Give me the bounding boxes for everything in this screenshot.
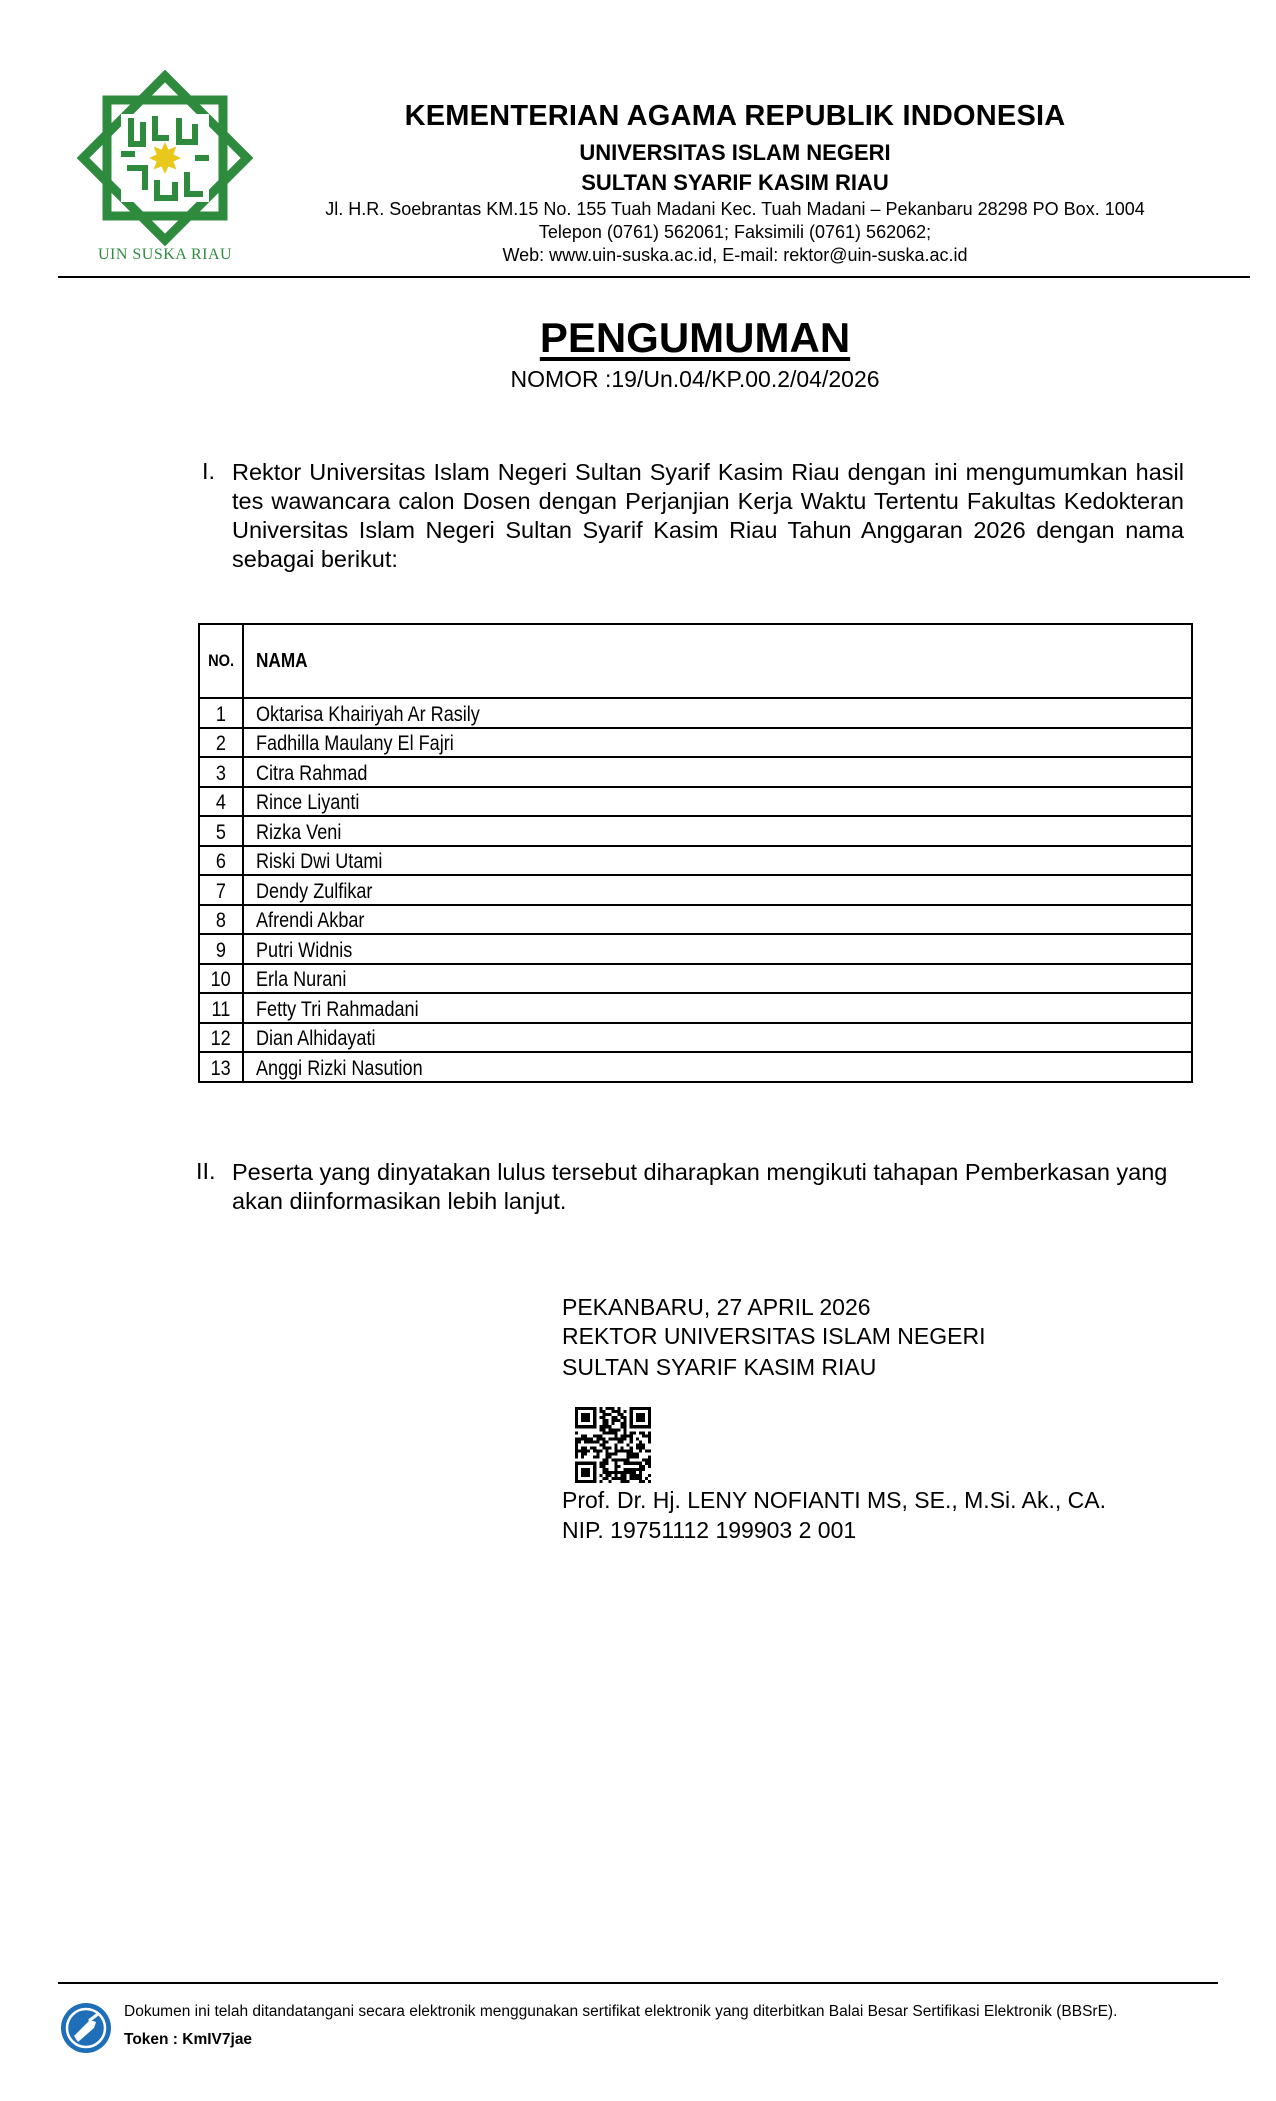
table-row: [199, 964, 1192, 994]
verification-token: Token : KmIV7jae: [124, 2031, 253, 2048]
signature-role-line1: REKTOR UNIVERSITAS ISLAM NEGERI: [562, 1323, 986, 1349]
row-number: 11: [199, 993, 243, 1023]
university-logo: [76, 70, 254, 270]
document-number: NOMOR :19/Un.04/KP.00.2/04/2026: [510, 366, 880, 392]
participant-name: Fadhilla Maulany El Fajri: [243, 728, 1192, 758]
section-1-text: Rektor Universitas Islam Negeri Sultan Syarif Kasim Riau dengan ini mengumumkan hasil tes wawancara calon Dosen dengan Perjanjian Kerja Waktu Tertentu Fakultas Kedokteran Universitas Islam Negeri Sultan Syarif Kasim Riau Tahun Anggaran 2026 dengan nama sebagai berikut:: [232, 459, 1184, 572]
table-row: [199, 905, 1192, 935]
web-email-line: Web: www.uin-suska.ac.id, E-mail: rektor@uin-suska.ac.id: [502, 245, 968, 265]
bsre-seal-icon: [60, 2002, 112, 2054]
row-number: 10: [199, 964, 243, 994]
signature-role-line2: SULTAN SYARIF KASIM RIAU: [562, 1354, 877, 1380]
table-row: [199, 757, 1192, 787]
table-row: [199, 934, 1192, 964]
participant-name: Oktarisa Khairiyah Ar Rasily: [243, 698, 1192, 728]
participant-name: Riski Dwi Utami: [243, 846, 1192, 876]
logo-caption: UIN SUSKA RIAU: [97, 246, 233, 263]
section-2-numeral: II.: [196, 1158, 216, 1184]
section-2-text: Peserta yang dinyatakan lulus tersebut diharapkan mengikuti tahapan Pemberkasan yang akan diinformasikan lebih lanjut.: [232, 1159, 1168, 1214]
university-name-line2: SULTAN SYARIF KASIM RIAU: [581, 170, 889, 195]
participant-name: Afrendi Akbar: [243, 905, 1192, 935]
header-divider: [58, 276, 1250, 278]
row-number: 8: [199, 905, 243, 935]
table-row: [199, 816, 1192, 846]
table-row: [199, 846, 1192, 876]
row-number: 4: [199, 787, 243, 817]
column-header-no: NO.: [199, 624, 243, 698]
participant-name: Anggi Rizki Nasution: [243, 1052, 1192, 1082]
table-row: [199, 993, 1192, 1023]
signatory-nip: NIP. 19751112 199903 2 001: [562, 1517, 857, 1543]
participant-name: Citra Rahmad: [243, 757, 1192, 787]
row-number: 13: [199, 1052, 243, 1082]
column-header-name: NAMA: [243, 624, 1192, 698]
row-number: 9: [199, 934, 243, 964]
row-number: 2: [199, 728, 243, 758]
row-number: 3: [199, 757, 243, 787]
table-row: [199, 787, 1192, 817]
participant-name: Erla Nurani: [243, 964, 1192, 994]
ministry-title: KEMENTERIAN AGAMA REPUBLIK INDONESIA: [404, 100, 1066, 132]
address-line: Jl. H.R. Soebrantas KM.15 No. 155 Tuah Madani Kec. Tuah Madani – Pekanbaru 28298 PO Box. 1004: [325, 199, 1145, 219]
signatory-name: Prof. Dr. Hj. LENY NOFIANTI MS, SE., M.Si. Ak., CA.: [562, 1487, 1107, 1513]
document-title: PENGUMUMAN: [539, 314, 851, 361]
footer-divider: [58, 1982, 1218, 1984]
table-row: [199, 728, 1192, 758]
participant-name: Dian Alhidayati: [243, 1023, 1192, 1053]
table-row: [199, 875, 1192, 905]
row-number: 7: [199, 875, 243, 905]
participant-name: Rizka Veni: [243, 816, 1192, 846]
university-name-line1: UNIVERSITAS ISLAM NEGERI: [579, 140, 891, 165]
participant-name: Fetty Tri Rahmadani: [243, 993, 1192, 1023]
row-number: 1: [199, 698, 243, 728]
table-body: [199, 698, 1192, 1082]
e-signature-notice: Dokumen ini telah ditandatangani secara elektronik menggunakan sertifikat elektronik yang diterbitkan Balai Besar Sertifikasi Elektronik (BBSrE).: [124, 2003, 1118, 2020]
row-number: 5: [199, 816, 243, 846]
signature-place-date: PEKANBARU, 27 APRIL 2026: [562, 1294, 871, 1320]
results-table: [198, 623, 1193, 1083]
section-1-numeral: I.: [202, 458, 216, 484]
row-number: 12: [199, 1023, 243, 1053]
table-header-row: [199, 624, 1192, 698]
table-row: [199, 1052, 1192, 1082]
table-row: [199, 1023, 1192, 1053]
participant-name: Rince Liyanti: [243, 787, 1192, 817]
table-row: [199, 698, 1192, 728]
participant-name: Dendy Zulfikar: [243, 875, 1192, 905]
qr-code-icon: [575, 1407, 651, 1483]
participant-name: Putri Widnis: [243, 934, 1192, 964]
contact-line: Telepon (0761) 562061; Faksimili (0761) 562062;: [538, 222, 932, 242]
row-number: 6: [199, 846, 243, 876]
